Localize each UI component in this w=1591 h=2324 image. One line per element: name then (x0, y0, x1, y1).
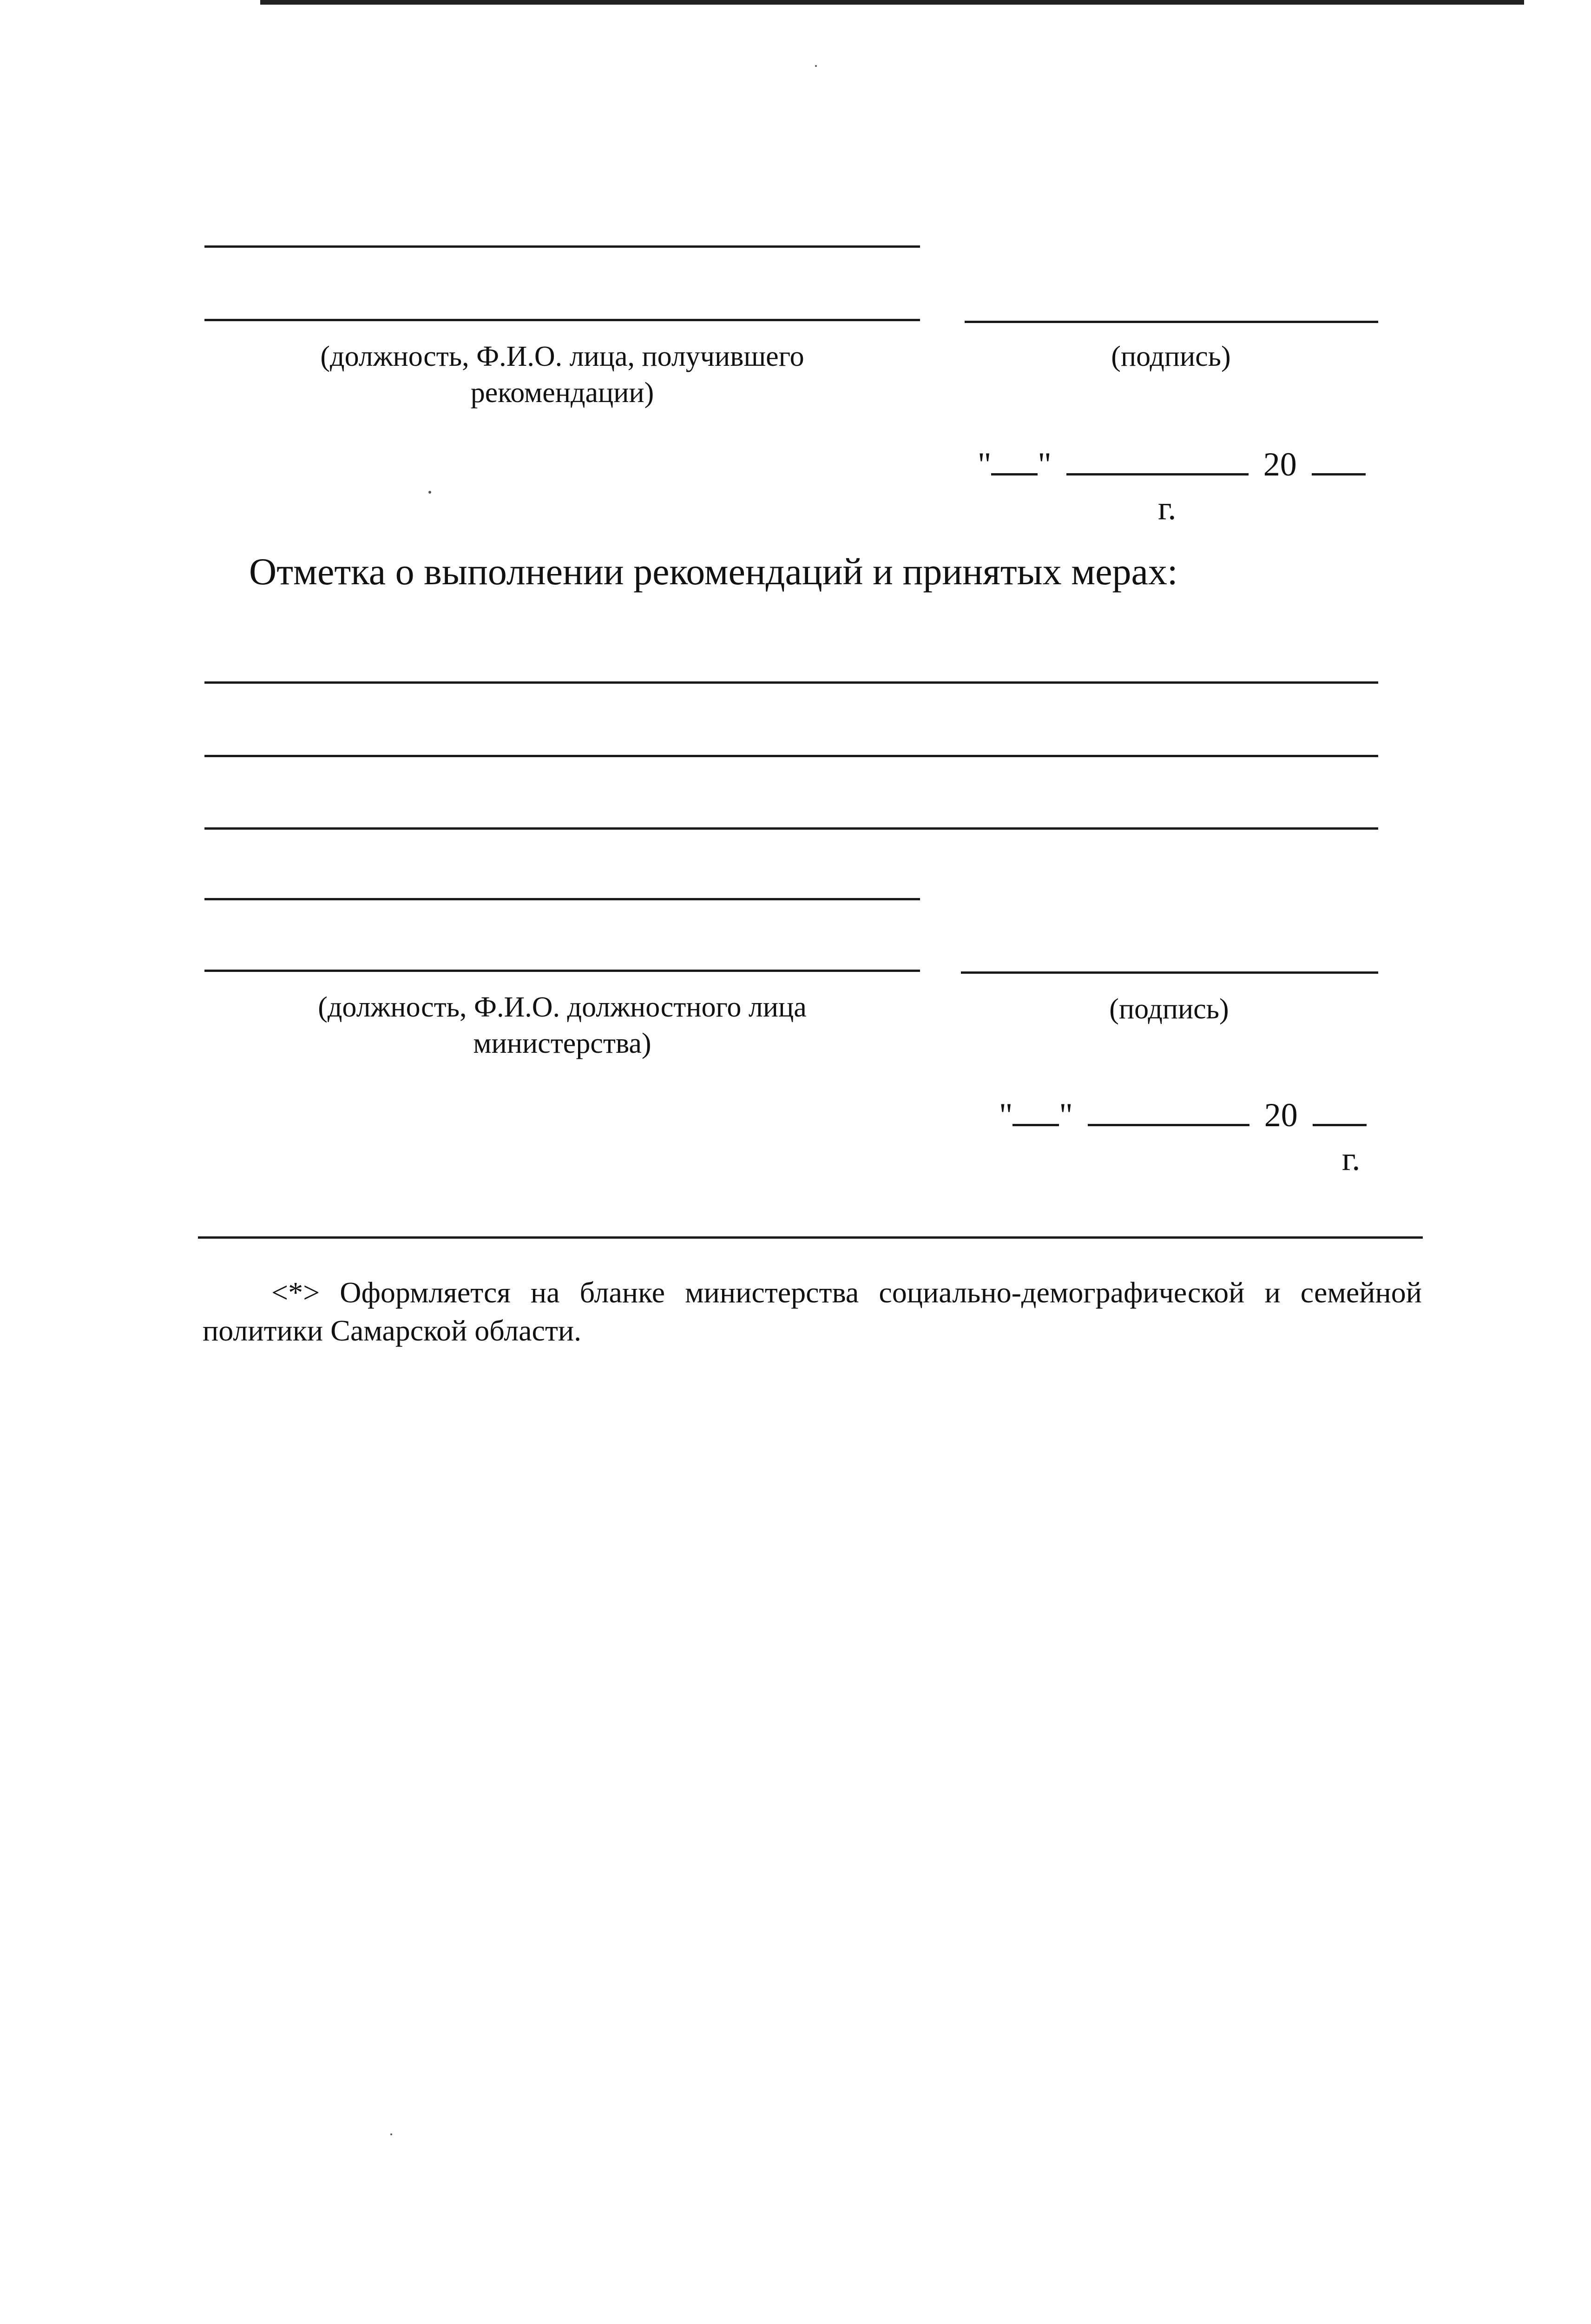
recipient-signature-caption: (подпись) (1111, 341, 1231, 372)
date-day-blank[interactable] (1012, 1095, 1059, 1126)
date-quote-open: " (999, 1096, 1013, 1134)
official-signature-line (961, 971, 1378, 974)
date-quote-open: " (978, 446, 992, 483)
official-position-caption: (должность, Ф.И.О. должностного лица министерства) (318, 991, 807, 1059)
official-line-1 (204, 898, 920, 900)
date-year-blank[interactable] (1312, 444, 1366, 475)
recipient-position-line (204, 319, 920, 321)
recipient-position-caption: (должность, Ф.И.О. лица, получившего рекомендации) (320, 341, 804, 409)
official-signature-caption: (подпись) (1109, 993, 1229, 1025)
date-quote-close: " (1038, 446, 1052, 483)
notes-line-3 (204, 827, 1378, 830)
official-date-field (999, 1094, 1367, 1136)
footnote-text: <*> Оформляется на бланке министерства социально-демографической и семейной политики Самарской области. (203, 1276, 1422, 1347)
date-month-blank[interactable] (1088, 1095, 1249, 1126)
recipient-year-suffix: г. (1158, 489, 1177, 527)
recipient-signature-line (965, 321, 1378, 323)
footnote-separator (198, 1236, 1423, 1239)
notes-line-1 (204, 681, 1378, 684)
date-century: 20 (1263, 446, 1297, 483)
recipient-date-field (978, 443, 1366, 485)
recipient-line-1 (204, 245, 920, 248)
date-month-blank[interactable] (1066, 444, 1249, 475)
scan-top-edge (260, 0, 1524, 5)
official-year-suffix: г. (1342, 1140, 1361, 1177)
scan-speck (815, 65, 817, 67)
scan-speck (428, 491, 431, 494)
date-year-blank[interactable] (1313, 1095, 1367, 1126)
scan-speck (390, 2133, 392, 2135)
date-day-blank[interactable] (991, 444, 1038, 475)
section-heading: Отметка о выполнении рекомендаций и принятых мерах: (249, 550, 1178, 593)
date-quote-close: " (1059, 1096, 1073, 1134)
notes-line-2 (204, 755, 1378, 757)
date-century: 20 (1264, 1096, 1298, 1134)
official-position-line (204, 970, 920, 972)
